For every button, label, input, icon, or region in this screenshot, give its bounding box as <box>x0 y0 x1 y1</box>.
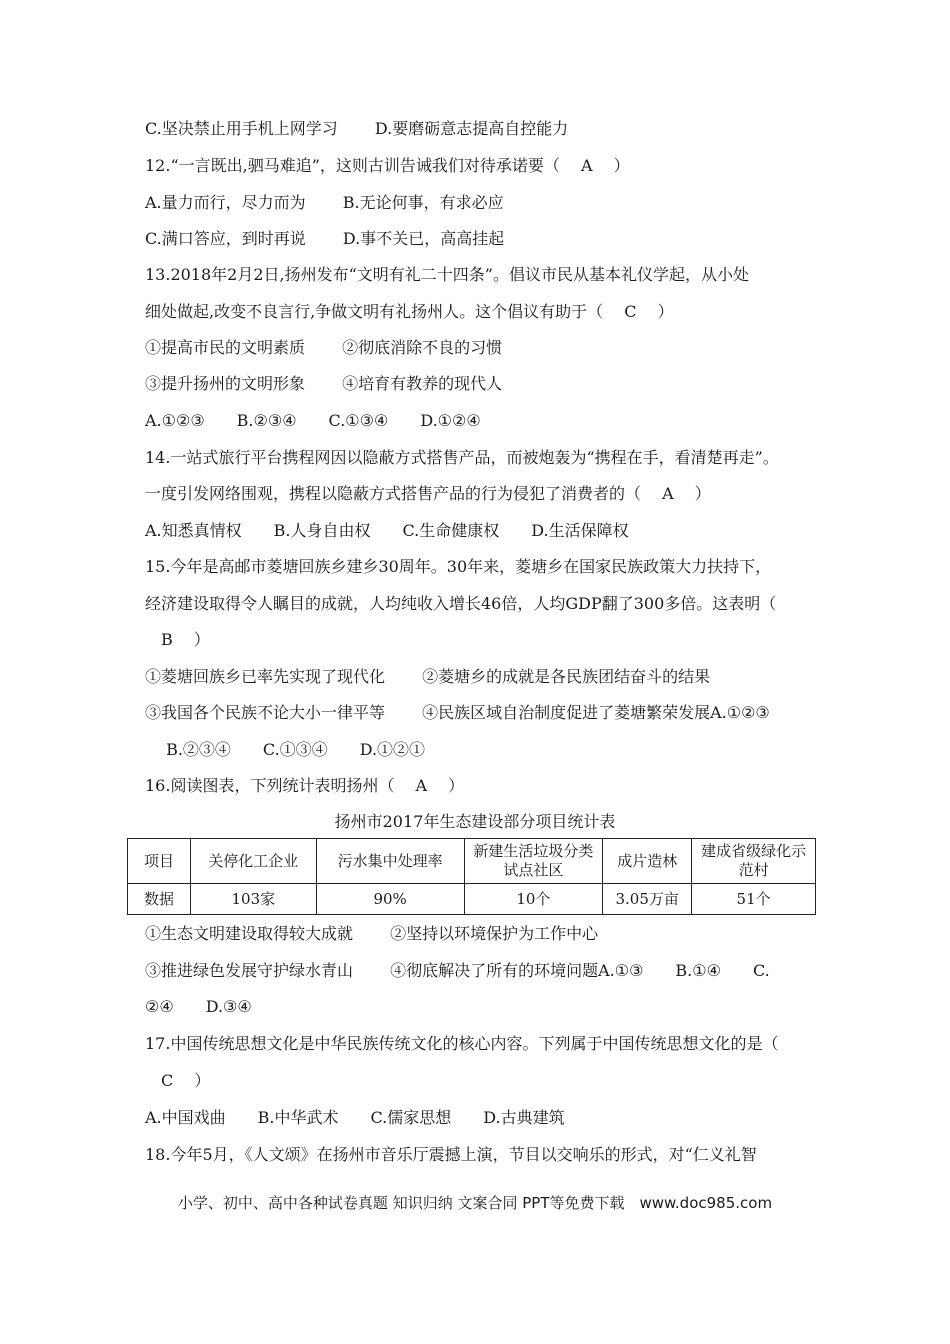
table-cell: 51个 <box>692 884 816 915</box>
question-14-options: A.知悉真情权 B.人身自由权 C.生命健康权 D.生活保障权 <box>145 521 629 540</box>
question-16-items-12: ①生态文明建设取得较大成就 ②坚持以环境保护为工作中心 <box>145 924 599 943</box>
question-16-items-34: ③推进绿色发展守护绿水青山 ④彻底解决了所有的环境问题A.①③ B.①④ C. <box>145 961 770 980</box>
question-15-answer: B ） <box>145 630 210 649</box>
question-13-cont: 细处做起,改变不良言行,争做文明有礼扬州人。这个倡议有助于（ C ） <box>145 302 674 321</box>
question-13-options: A.①②③ B.②③④ C.①③④ D.①②④ <box>145 411 481 430</box>
question-16-options: ②④ D.③④ <box>145 997 252 1016</box>
question-14: 14.一站式旅行平台携程网因以隐蔽方式搭售产品，而被炮轰为“携程在手，看清楚再走”。 <box>145 448 779 467</box>
table-header-cell: 项目 <box>128 839 191 884</box>
table-cell: 90% <box>316 884 464 915</box>
question-15-cont: 经济建设取得令人瞩目的成就，人均纯收入增长46倍，人均GDP翻了300多倍。这表明（ <box>145 594 777 613</box>
question-13-items-34: ③提升扬州的文明形象 ④培育有教养的现代人 <box>145 374 503 393</box>
table-header-cell: 建成省级绿化示范村 <box>692 839 816 884</box>
question-18: 18.今年5月，《人文颂》在扬州市音乐厅震撼上演，节目以交响乐的形式，对“仁义礼智 <box>145 1145 757 1164</box>
table-header-cell: 关停化工企业 <box>190 839 316 884</box>
table-header-row <box>128 839 816 884</box>
table-header-cell: 新建生活垃圾分类试点社区 <box>464 839 603 884</box>
question-16: 16.阅读图表，下列统计表明扬州（ A ） <box>145 776 465 795</box>
question-13: 13.2018年2月2日,扬州发布“文明有礼二十四条”。倡议市民从基本礼仪学起，从小处 <box>145 265 749 284</box>
table-header-cell: 污水集中处理率 <box>316 839 464 884</box>
question-15-items-34: ③我国各个民族不论大小一律平等 ④民族区域自治制度促进了菱塘繁荣发展A.①②③ <box>145 703 770 722</box>
question-17-answer: C ） <box>145 1071 211 1090</box>
question-12-options-ab: A.量力而行，尽力而为 B.无论何事，有求必应 <box>145 193 504 212</box>
question-15: 15.今年是高邮市菱塘回族乡建乡30周年。30年来，菱塘乡在国家民族政策大力扶持下， <box>145 557 772 576</box>
question-12: 12.“一言既出,驷马难追”，这则古训告诫我们对待承诺要（ A ） <box>145 156 630 175</box>
table-caption: 扬州市2017年生态建设部分项目统计表 <box>334 812 616 831</box>
table-header-cell: 成片造林 <box>603 839 692 884</box>
question-15-options: B.②③④ C.①③④ D.①②① <box>145 740 426 759</box>
table-row <box>128 884 816 915</box>
question-14-cont: 一度引发网络围观，携程以隐蔽方式搭售产品的行为侵犯了消费者的（ A ） <box>145 484 711 503</box>
question-13-items-12: ①提高市民的文明素质 ②彻底消除不良的习惯 <box>145 338 503 357</box>
question-17-options: A.中国戏曲 B.中华武术 C.儒家思想 D.古典建筑 <box>145 1108 565 1127</box>
page-footer: 小学、初中、高中各种试卷真题 知识归纳 文案合同 PPT等免费下载 www.doc985.com <box>177 1194 773 1212</box>
question-15-items-12: ①菱塘回族乡已率先实现了现代化 ②菱塘乡的成就是各民族团结奋斗的结果 <box>145 667 711 686</box>
text-line: C.坚决禁止用手机上网学习 D.要磨砺意志提高自控能力 <box>145 119 569 138</box>
statistics-table <box>127 838 816 915</box>
table-cell: 103家 <box>190 884 316 915</box>
question-12-options-cd: C.满口答应，到时再说 D.事不关已，高高挂起 <box>145 229 505 248</box>
table-cell: 3.05万亩 <box>603 884 692 915</box>
question-17: 17.中国传统思想文化是中华民族传统文化的核心内容。下列属于中国传统思想文化的是（ <box>145 1034 779 1053</box>
table-cell: 10个 <box>464 884 603 915</box>
table-cell: 数据 <box>128 884 191 915</box>
